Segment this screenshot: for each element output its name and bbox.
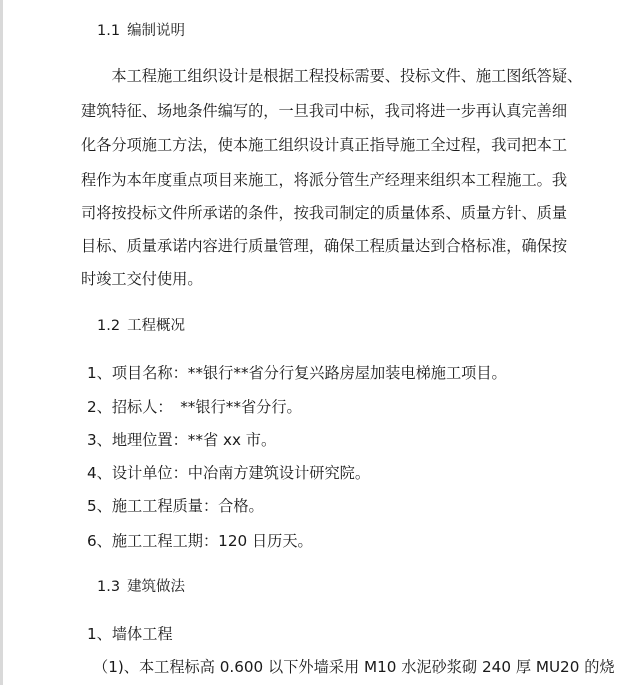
overview-item: 2、招标人： **银行**省分行。 [87, 398, 302, 416]
paragraph-line: 目标、质量承诺内容进行质量管理，确保工程质量达到合格标准，确保按 [81, 237, 567, 255]
paragraph-line: 司将按投标文件所承诺的条件，按我司制定的质量体系、质量方针、质量 [81, 204, 567, 222]
section-number: 1.1 [97, 23, 121, 39]
paragraph-line: 时竣工交付使用。 [81, 270, 203, 288]
paragraph-line: 化各分项施工方法，使本施工组织设计真正指导施工全过程，我司把本工 [81, 136, 567, 154]
overview-item: 4、设计单位：中冶南方建筑设计研究院。 [87, 464, 371, 482]
section-heading-1-3 [97, 577, 185, 597]
section-heading-1-2 [97, 316, 185, 336]
paragraph-line: 程作为本年度重点项目来施工，将派分管生产经理来组织本工程施工。我 [81, 171, 567, 189]
section-title: 工程概况 [127, 318, 186, 334]
construction-item: （1)、本工程标高 0.600 以下外墙采用 M10 水泥砂浆砌 240 厚 MU20 的烧 [93, 658, 615, 676]
section-heading-1-1 [97, 21, 185, 41]
section-number: 1.3 [97, 579, 121, 595]
overview-item: 5、施工工程质量：合格。 [87, 497, 264, 515]
section-number: 1.2 [97, 318, 121, 334]
section-title: 编制说明 [127, 23, 186, 39]
overview-item: 6、施工工程工期：120 日历天。 [87, 532, 313, 550]
construction-item: 1、墙体工程 [87, 625, 173, 643]
paragraph-line: 本工程施工组织设计是根据工程投标需要、投标文件、施工图纸答疑、 [81, 67, 583, 85]
overview-item: 1、项目名称：**银行**省分行复兴路房屋加装电梯施工项目。 [87, 364, 507, 382]
paragraph-line: 建筑特征、场地条件编写的，一旦我司中标，我司将进一步再认真完善细 [81, 102, 567, 120]
overview-item: 3、地理位置：**省 xx 市。 [87, 431, 277, 449]
section-title: 建筑做法 [127, 579, 186, 595]
